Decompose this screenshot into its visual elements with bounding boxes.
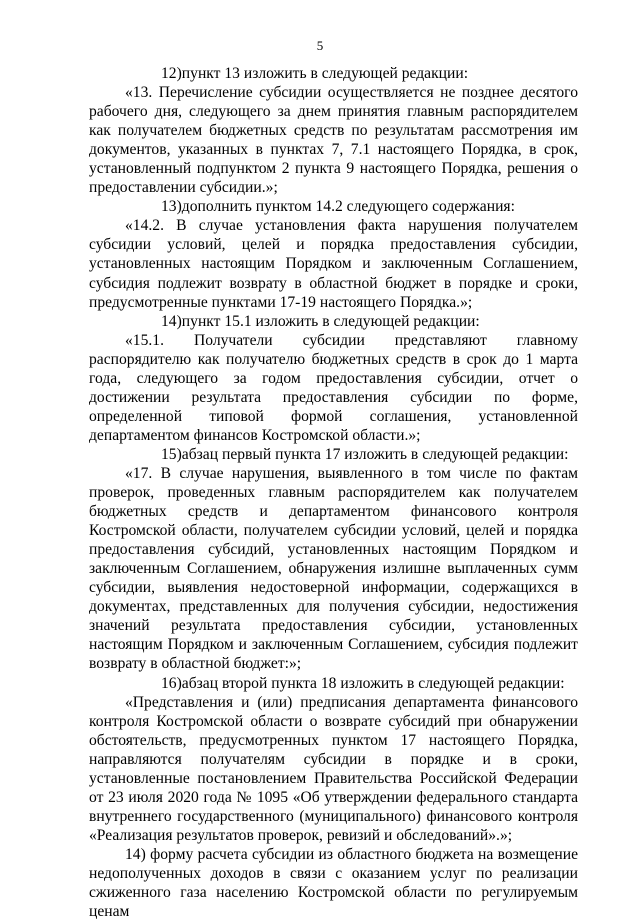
amendment-instruction: абзац второй пункта 18 изложить в следующей редакции:	[181, 674, 565, 692]
amendment-heading-13	[89, 197, 578, 216]
amendment-instruction: пункт 13 изложить в следующей редакции:	[181, 65, 469, 82]
amended-text-paragraph: «17. В случае нарушения, выявленного в том числе по фактам проверок, проведенных главным распорядителем как получателем бюджетных средств и департаментом финансового контроля Костромской области, получателем субсидии условий, целей и порядка предоставления субсидий, установленных настоящим Порядком и заключенным Соглашением, обнаружения излишне выплаченных сумм субсидии, выявления недостоверной информации, содержащихся в документах, представленных для получения субсидии, недостижения значений результата предоставления субсидии, установленных настоящим Порядком и заключенным Соглашением, субсидия подлежит возврату в областной бюджет:»;	[89, 464, 578, 673]
amended-text-paragraph: «14.2. В случае установления факта нарушения получателем субсидии условий, целей и порядка предоставления субсидии, установленных настоящим Порядком и заключенным Соглашением, субсидия подлежит возврату в областной бюджет в порядке и сроки, предусмотренные пунктами 17-19 настоящего Порядка.»;	[89, 217, 578, 311]
amendment-heading-12	[89, 64, 578, 83]
amendment-number: 14)	[161, 312, 182, 330]
document-body	[89, 64, 578, 921]
amendment-number: 15)	[161, 445, 182, 463]
amendment-heading-16	[89, 674, 578, 693]
amended-text-paragraph: «15.1. Получатели субсидии представляют главному распорядителю как получателю бюджетных средств в срок до 1 марта года, следующего за годом предоставления субсидии, отчет о достижении результата предоставления субсидии по форме, определенной типовой формой соглашения, установленной департаментом финансов Костромской области.»;	[89, 331, 578, 444]
amendment-instruction: пункт 15.1 изложить в следующей редакции:	[181, 312, 480, 330]
page-number: 5	[316, 38, 324, 53]
amendment-heading-15	[89, 445, 578, 464]
amendment-instruction: дополнить пунктом 14.2 следующего содержания:	[181, 198, 515, 216]
amendment-number: 12)	[161, 65, 182, 82]
amendment-instruction: абзац первый пункта 17 изложить в следующей редакции:	[181, 445, 569, 463]
amendment-heading-14	[89, 312, 578, 331]
amendment-paragraph-14: 14) форму расчета субсидии из областного бюджета на возмещение недополученных доходов в связи с оказанием услуг по реализации сжиженного газа населению Костромской области по регулируемым ценам	[89, 845, 578, 921]
amendment-number: 16)	[161, 674, 182, 692]
amended-text-paragraph: «13. Перечисление субсидии осуществляется не позднее десятого рабочего дня, следующего за днем принятия главным распорядителем как получателем бюджетных средств по результатам рассмотрения им документов, указанных в пунктах 7, 7.1 настоящего Порядка, в срок, установленный подпунктом 2 пункта 9 настоящего Порядка, решения о предоставлении субсидии.»;	[89, 84, 578, 197]
amended-text-paragraph: «Представления и (или) предписания департамента финансового контроля Костромской области о возврате субсидий при обнаружении обстоятельств, предусмотренных пунктом 17 настоящего Порядка, направляются получателям субсидии в порядке и в сроки, установленные постановлением Правительства Российской Федерации от 23 июля 2020 года № 1095 «Об утверждении федерального стандарта внутреннего государственного (муниципального) финансового контроля «Реализация результатов проверок, ревизий и обследований».»;	[89, 693, 578, 844]
amendment-number: 13)	[161, 198, 182, 216]
